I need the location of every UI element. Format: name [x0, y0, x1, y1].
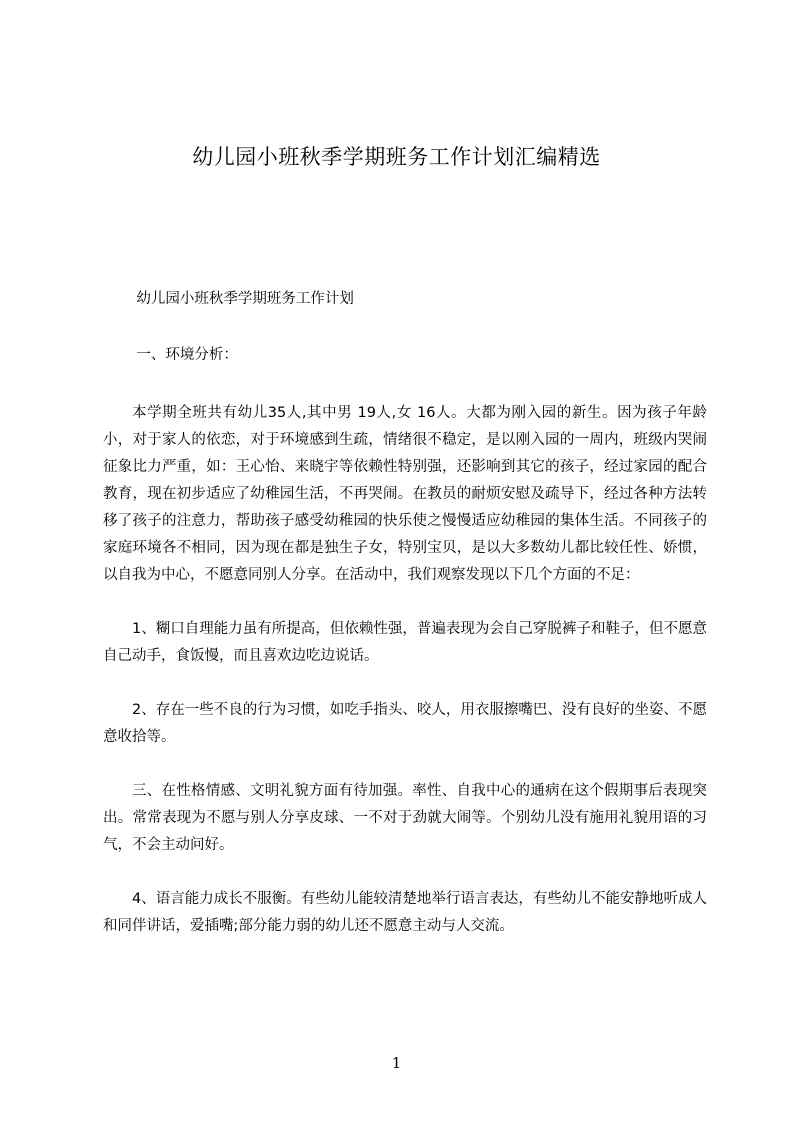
document-subtitle: 幼儿园小班秋季学期班务工作计划 [136, 291, 354, 307]
document-title: 幼儿园小班秋季学期班务工作计划汇编精选 [192, 145, 601, 169]
paragraph-point-1: 1、糊口自理能力虽有所提高，但依赖性强，普遍表现为会自己穿脱裤子和鞋子，但不愿意自己动手，食饭慢，而且喜欢边吃边说话。 [103, 621, 707, 664]
paragraph-point-4: 4、语言能力成长不服衡。有些幼儿能较清楚地举行语言表达，有些幼儿不能安静地听成人和同伴讲话，爱插嘴;部分能力弱的幼儿还不愿意主动与人交流。 [103, 891, 707, 934]
paragraph-point-2: 2、存在一些不良的行为习惯，如吃手指头、咬人，用衣服擦嘴巴、没有良好的坐姿、不愿意收拾等。 [103, 702, 707, 745]
section-heading: 一、环境分析： [136, 347, 238, 363]
page-number: 1 [391, 1054, 402, 1072]
paragraph-point-3: 三、在性格情感、文明礼貌方面有待加强。率性、自我中心的通病在这个假期事后表现突出。常常表现为不愿与别人分享皮球、一不对于劲就大闹等。个别幼儿没有施用礼貌用语的习气，不会主动问好。 [103, 783, 707, 853]
paragraph-overview: 本学期全班共有幼儿35人,其中男 19人,女 16人。大都为刚入园的新生。因为孩子年龄小，对于家人的依恋，对于环境感到生疏，情绪很不稳定，是以刚入园的一周内，班级内哭闹征象比力严重，如：王心怡、来晓宇等依赖性特别强，还影响到其它的孩子，经过家园的配合教育，现在初步适应了幼稚园生活，不再哭闹。在教员的耐烦安慰及疏导下，经过各种方法转移了孩子的注意力，帮助孩子感受幼稚园的快乐使之慢慢适应幼稚园的集体生活。不同孩子的家庭环境各不相同，因为现在都是独生子女，特别宝贝，是以大多数幼儿都比较任性、娇惯，以自我为中心，不愿意同别人分享。在活动中，我们观察发现以下几个方面的不足： [103, 405, 707, 583]
document-body [103, 286, 707, 967]
